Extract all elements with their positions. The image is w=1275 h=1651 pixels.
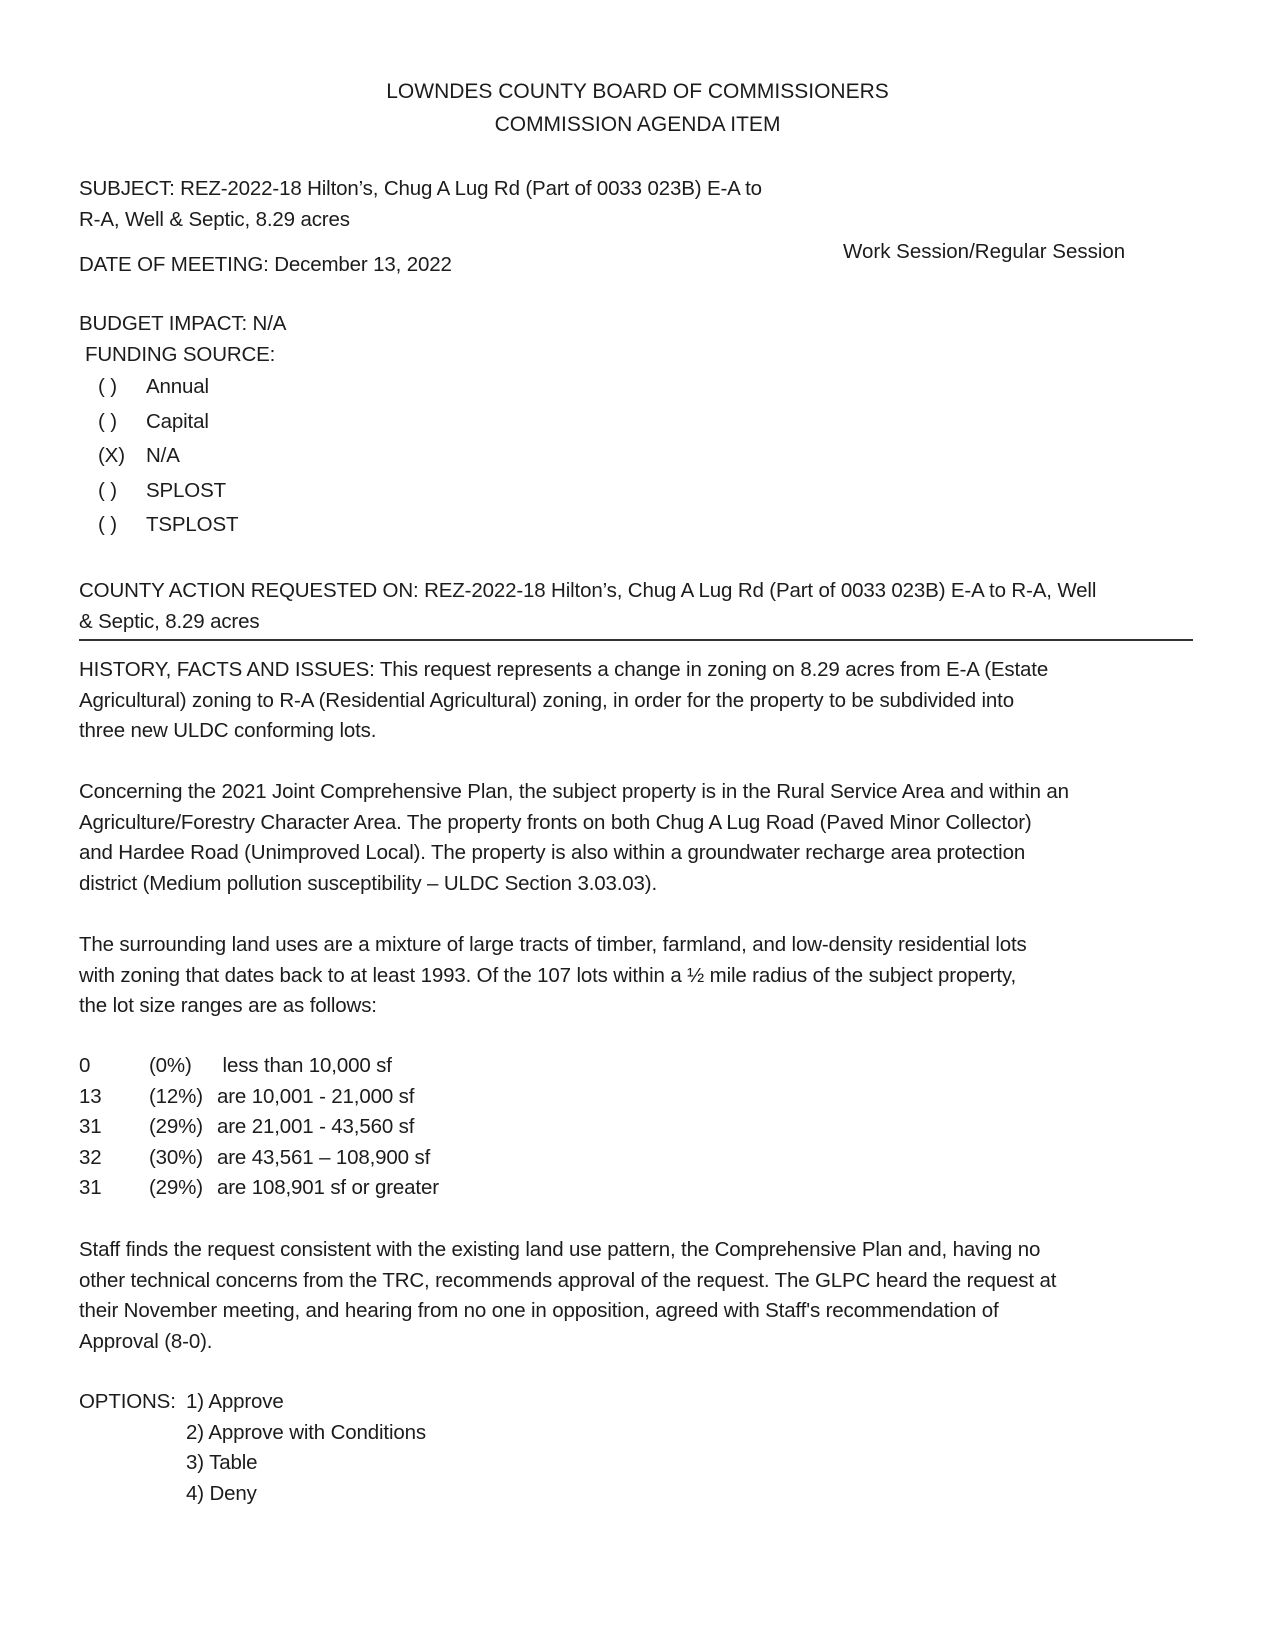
lot-percent: (29%) xyxy=(149,1115,203,1138)
surrounding-line: the lot size ranges are as follows: xyxy=(79,994,377,1017)
funding-source-annual xyxy=(79,370,286,405)
options-label: OPTIONS: xyxy=(79,1390,176,1413)
options-indent xyxy=(79,1448,186,1479)
lot-range: are 108,901 sf or greater xyxy=(217,1176,439,1199)
funding-source-label: FUNDING SOURCE: xyxy=(85,342,276,366)
options-block xyxy=(79,1387,426,1509)
plan-line: and Hardee Road (Unimproved Local). The property is also within a groundwater recharge area protection xyxy=(79,841,1026,864)
surrounding-line: The surrounding land uses are a mixture of large tracts of timber, farmland, and low-density residential lots xyxy=(79,933,1027,956)
staff-line: Approval (8-0). xyxy=(79,1329,213,1353)
funding-source-list xyxy=(79,370,286,543)
history-line: Agricultural) zoning to R-A (Residential Agricultural) zoning, in order for the property to be subdivided into xyxy=(79,688,1014,712)
meeting-date: DATE OF MEETING: December 13, 2022 xyxy=(79,253,452,276)
lot-size-row xyxy=(79,1082,439,1113)
session-type: Work Session/Regular Session xyxy=(843,240,1126,263)
lot-size-row xyxy=(79,1051,439,1082)
budget-block xyxy=(79,309,286,543)
section-divider xyxy=(79,639,1193,641)
funding-source-label: SPLOST xyxy=(146,478,226,502)
lot-size-row xyxy=(79,1143,439,1174)
staff-line: other technical concerns from the TRC, recommends approval of the request. The GLPC heard the request at xyxy=(79,1268,1057,1292)
lot-count: 32 xyxy=(79,1145,102,1169)
option-table: 3) Table xyxy=(186,1451,258,1474)
surrounding-uses-paragraph xyxy=(79,930,1027,1022)
staff-line: Staff finds the request consistent with the existing land use pattern, the Comprehensive Plan and, having no xyxy=(79,1238,1041,1261)
funding-source-tsplost xyxy=(79,508,286,543)
funding-source-label: Capital xyxy=(146,409,209,433)
funding-source-capital xyxy=(79,405,286,440)
county-action-line-2: & Septic, 8.29 acres xyxy=(79,609,260,633)
lot-size-table xyxy=(79,1051,439,1204)
funding-source-label: TSPLOST xyxy=(146,513,239,536)
option-approve: 1) Approve xyxy=(186,1390,284,1413)
lot-range: are 10,001 - 21,000 sf xyxy=(217,1084,415,1108)
checkbox-mark: ( ) xyxy=(98,513,117,536)
lot-size-row xyxy=(79,1112,439,1143)
funding-source-label: N/A xyxy=(146,444,180,467)
history-line: HISTORY, FACTS AND ISSUES: This request represents a change in zoning on 8.29 acres from E-A (Estate xyxy=(79,658,1049,681)
lot-range: are 21,001 - 43,560 sf xyxy=(217,1115,415,1138)
lot-range: are 43,561 – 108,900 sf xyxy=(217,1145,431,1169)
lot-count: 13 xyxy=(79,1084,102,1108)
lot-percent: (12%) xyxy=(149,1084,203,1108)
history-line: three new ULDC conforming lots. xyxy=(79,719,377,742)
funding-source-label: Annual xyxy=(146,375,209,398)
plan-line: district (Medium pollution susceptibility – ULDC Section 3.03.03). xyxy=(79,871,658,895)
lot-count: 31 xyxy=(79,1115,102,1138)
plan-line: Concerning the 2021 Joint Comprehensive Plan, the subject property is in the Rural Service Area and within an xyxy=(79,780,1069,803)
checkbox-mark: ( ) xyxy=(98,478,117,502)
checkbox-mark: ( ) xyxy=(98,375,117,398)
budget-impact: BUDGET IMPACT: N/A xyxy=(79,312,287,335)
comprehensive-plan-paragraph xyxy=(79,777,1069,899)
document-title: COMMISSION AGENDA ITEM xyxy=(494,113,781,136)
options-indent xyxy=(79,1479,186,1510)
lot-count: 0 xyxy=(79,1054,91,1077)
subject-block xyxy=(79,174,762,235)
subject-line-2: R-A, Well & Septic, 8.29 acres xyxy=(79,207,350,231)
board-title: LOWNDES COUNTY BOARD OF COMMISSIONERS xyxy=(386,80,889,103)
option-approve-with-conditions: 2) Approve with Conditions xyxy=(186,1420,426,1444)
lot-range: less than 10,000 sf xyxy=(217,1054,392,1077)
option-row xyxy=(79,1387,426,1418)
option-row xyxy=(79,1479,426,1510)
option-deny: 4) Deny xyxy=(186,1481,257,1505)
lot-size-row xyxy=(79,1173,439,1204)
lot-percent: (29%) xyxy=(149,1176,203,1199)
lot-percent: (30%) xyxy=(149,1145,203,1169)
surrounding-line: with zoning that dates back to at least 1993. Of the 107 lots within a ½ mile radius of the subject property, xyxy=(79,963,1017,987)
funding-source-na xyxy=(79,439,286,474)
county-action-line-1: COUNTY ACTION REQUESTED ON: REZ-2022-18 Hilton’s, Chug A Lug Rd (Part of 0033 023B) E-A to R-A, Well xyxy=(79,579,1097,602)
funding-source-splost xyxy=(79,474,286,509)
subject-line-1: SUBJECT: REZ-2022-18 Hilton’s, Chug A Lug Rd (Part of 0033 023B) E-A to xyxy=(79,177,762,200)
history-paragraph xyxy=(79,655,1048,747)
county-action-block xyxy=(79,576,1096,637)
option-row xyxy=(79,1418,426,1449)
lot-percent: (0%) xyxy=(149,1054,192,1077)
staff-line: their November meeting, and hearing from no one in opposition, agreed with Staff's recommendation of xyxy=(79,1299,999,1322)
checkbox-mark-checked: (X) xyxy=(98,444,125,467)
options-indent xyxy=(79,1418,186,1449)
staff-recommendation-paragraph xyxy=(79,1235,1056,1357)
plan-line: Agriculture/Forestry Character Area. The property fronts on both Chug A Lug Road (Paved Minor Collector) xyxy=(79,810,1032,834)
lot-count: 31 xyxy=(79,1176,102,1199)
checkbox-mark: ( ) xyxy=(98,409,117,433)
option-row xyxy=(79,1448,426,1479)
